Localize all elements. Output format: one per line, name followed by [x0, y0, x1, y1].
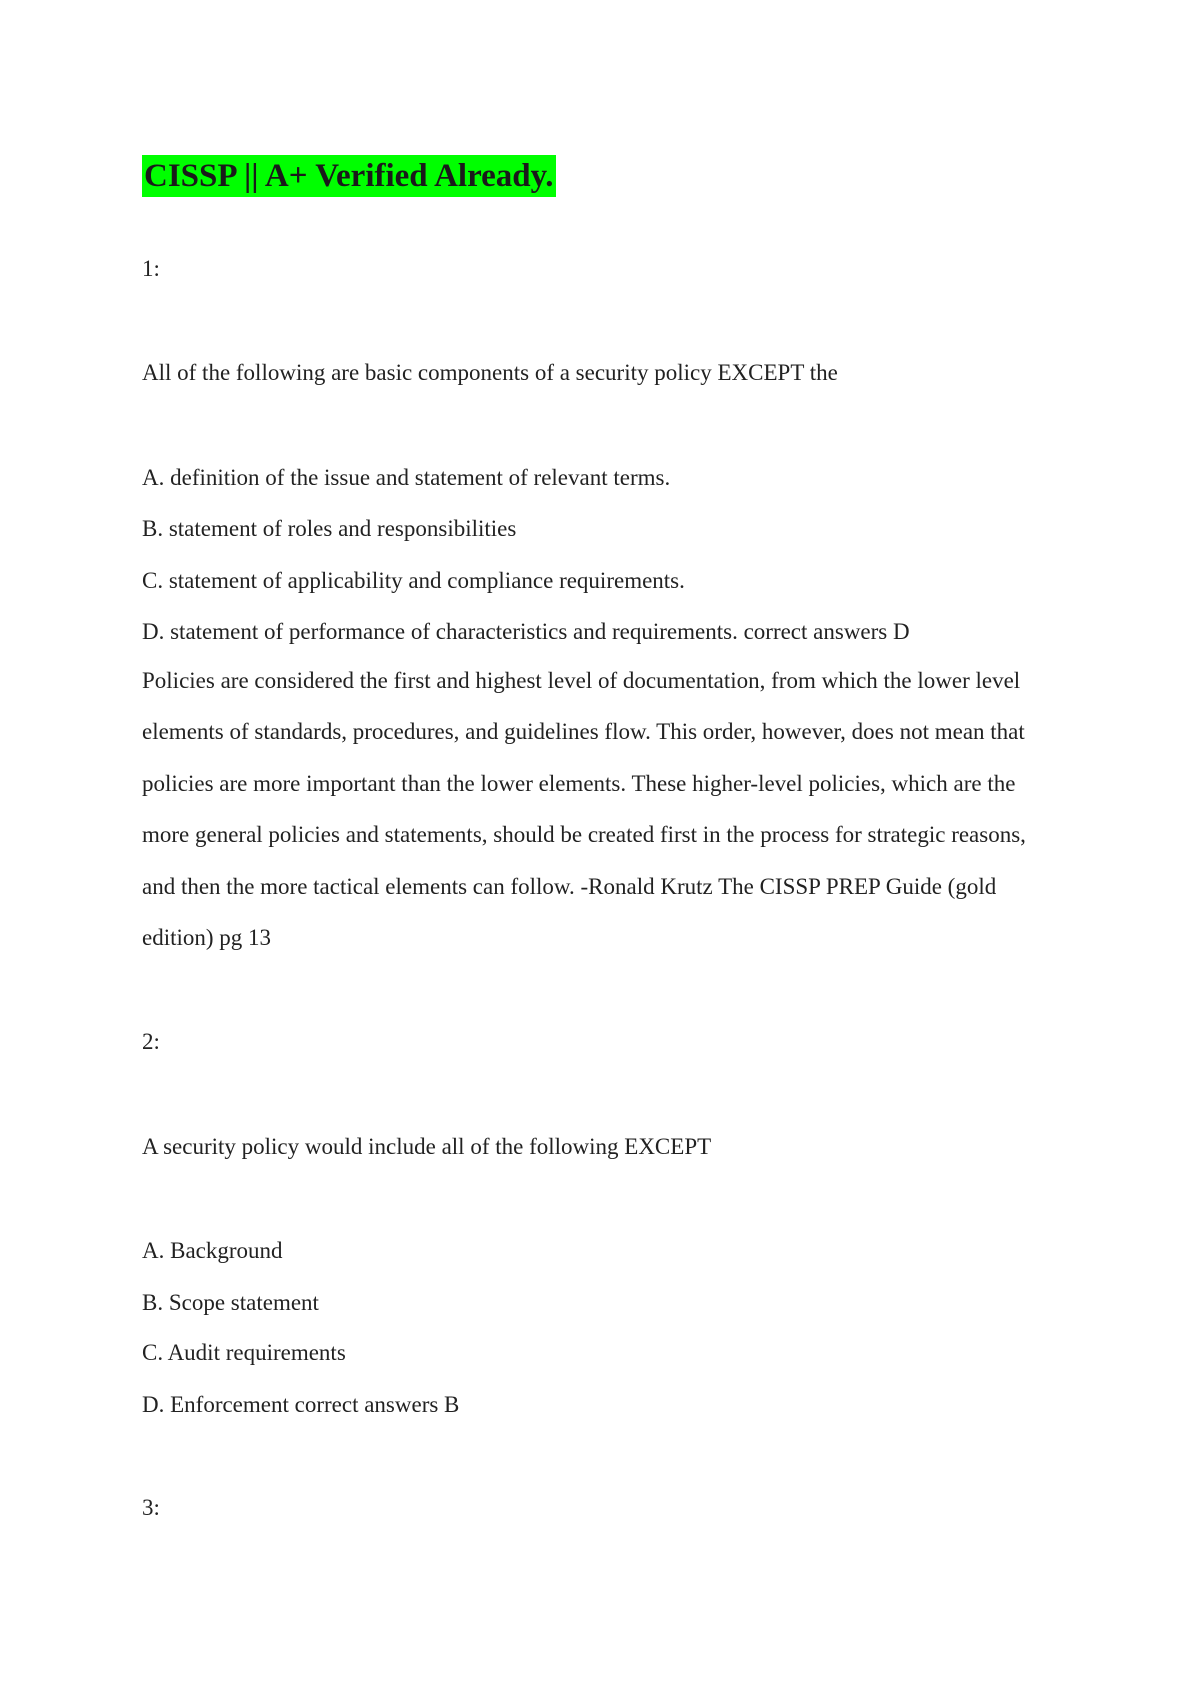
answer-option: B. Scope statement	[142, 1290, 319, 1315]
explanation-line: edition) pg 13	[142, 925, 272, 950]
question-prompt: All of the following are basic components of a security policy EXCEPT the	[142, 360, 838, 385]
answer-option: B. statement of roles and responsibilities	[142, 516, 517, 541]
answer-option: A. Background	[142, 1238, 283, 1263]
answer-option: A. definition of the issue and statement of relevant terms.	[142, 465, 671, 490]
question-number: 3:	[142, 1495, 160, 1520]
explanation-line: elements of standards, procedures, and guidelines flow. This order, however, does not mean that	[142, 719, 1025, 744]
explanation-line: and then the more tactical elements can follow. -Ronald Krutz The CISSP PREP Guide (gold	[142, 874, 997, 899]
question-number: 2:	[142, 1029, 160, 1054]
explanation-line: Policies are considered the first and highest level of documentation, from which the lower level	[142, 668, 1021, 693]
answer-option: C. Audit requirements	[142, 1340, 346, 1365]
document-title: CISSP || A+ Verified Already.	[142, 155, 556, 197]
explanation-line: more general policies and statements, should be created first in the process for strategic reasons,	[142, 822, 1026, 847]
answer-option: C. statement of applicability and compliance requirements.	[142, 568, 685, 593]
question-prompt: A security policy would include all of the following EXCEPT	[142, 1134, 712, 1159]
answer-option: D. Enforcement correct answers B	[142, 1392, 460, 1417]
answer-option: D. statement of performance of characteristics and requirements. correct answers D	[142, 619, 910, 644]
question-number: 1:	[142, 256, 160, 281]
explanation-line: policies are more important than the lower elements. These higher-level policies, which are the	[142, 771, 1016, 796]
